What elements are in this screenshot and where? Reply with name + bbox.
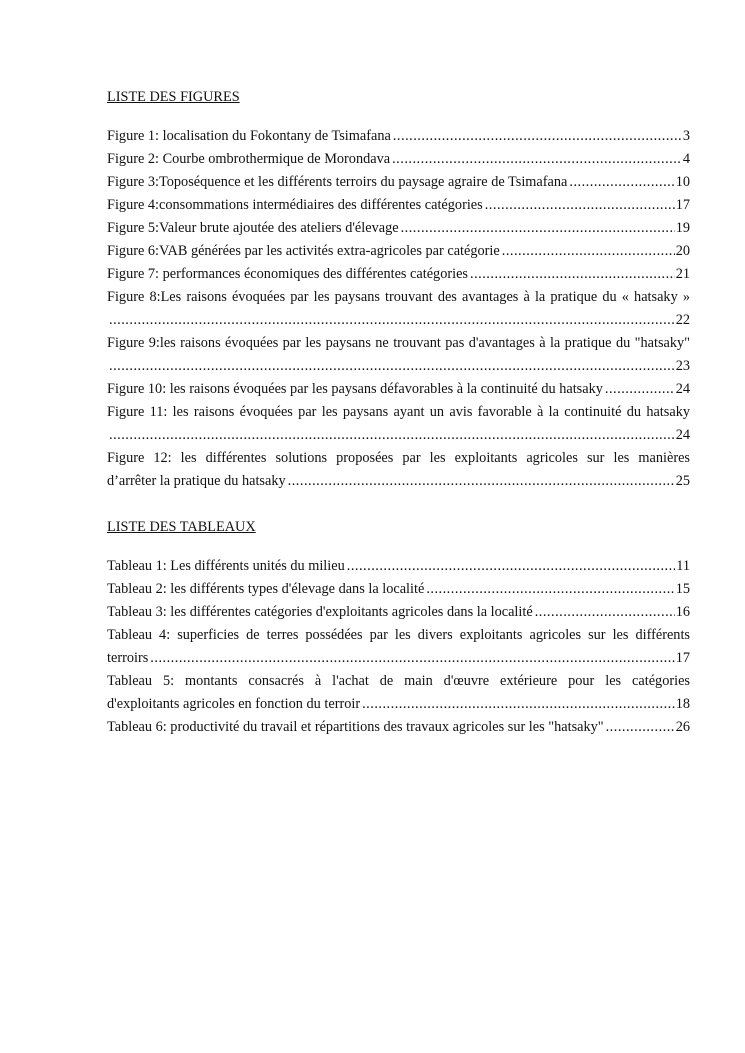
entry-title: Figure 12: les différentes solutions proposées par les exploitants agricoles sur les manières — [107, 450, 690, 466]
entry-page: 4 — [682, 151, 690, 167]
entry-page: 23 — [675, 358, 690, 374]
toc-entry[interactable] — [107, 194, 690, 217]
dot-leader — [605, 378, 675, 401]
dot-leader — [109, 424, 675, 447]
tableaux-heading: LISTE DES TABLEAUX — [107, 519, 256, 535]
entry-page: 3 — [682, 128, 690, 144]
dot-leader — [470, 263, 675, 286]
entry-page: 25 — [675, 473, 690, 489]
dot-leader — [362, 693, 675, 716]
toc-entry[interactable] — [107, 263, 690, 286]
dot-leader — [109, 355, 675, 378]
tableaux-list — [107, 555, 690, 739]
entry-page: 21 — [675, 266, 690, 282]
dot-leader — [606, 716, 675, 739]
entry-title: Tableau 4: superficies de terres possédées par les divers exploitants agricoles sur les différents — [107, 627, 690, 643]
toc-entry[interactable] — [107, 125, 690, 148]
toc-entry[interactable] — [107, 447, 690, 493]
toc-entry[interactable] — [107, 332, 690, 378]
dot-leader — [401, 217, 675, 240]
toc-entry[interactable] — [107, 401, 690, 447]
entry-title: Figure 3:Toposéquence et les différents terroirs du paysage agraire de Tsimafana — [107, 174, 568, 190]
entry-page: 22 — [675, 312, 690, 328]
dot-leader — [150, 647, 674, 670]
toc-entry[interactable] — [107, 240, 690, 263]
entry-title: Figure 6:VAB générées par les activités extra-agricoles par catégorie — [107, 243, 500, 259]
dot-leader — [535, 601, 675, 624]
entry-title: Figure 9:les raisons évoquées par les paysans ne trouvant pas d'avantages à la pratique du "hatsaky" — [107, 335, 690, 351]
entry-title-continued: d'exploitants agricoles en fonction du terroir — [107, 696, 361, 712]
toc-entry[interactable] — [107, 670, 690, 716]
dot-leader — [288, 470, 675, 493]
toc-entry[interactable] — [107, 171, 690, 194]
figures-list — [107, 125, 690, 493]
dot-leader — [569, 171, 674, 194]
entry-title: Tableau 6: productivité du travail et répartitions des travaux agricoles sur les "hatsaky" — [107, 719, 604, 735]
entry-title: Figure 2: Courbe ombrothermique de Morondava — [107, 151, 391, 167]
dot-leader — [502, 240, 675, 263]
toc-entry[interactable] — [107, 555, 690, 578]
dot-leader — [347, 555, 675, 578]
entry-title: Figure 4:consommations intermédiaires des différentes catégories — [107, 197, 483, 213]
dot-leader — [392, 148, 682, 171]
entry-page: 19 — [675, 220, 690, 236]
entry-title-continued: d’arrêter la pratique du hatsaky — [107, 473, 286, 489]
entry-page: 26 — [675, 719, 690, 735]
toc-entry[interactable] — [107, 378, 690, 401]
dot-leader — [485, 194, 675, 217]
entry-page: 17 — [675, 650, 690, 666]
dot-leader — [393, 125, 682, 148]
entry-page: 24 — [675, 381, 690, 397]
toc-entry[interactable] — [107, 716, 690, 739]
entry-title: Figure 1: localisation du Fokontany de Tsimafana — [107, 128, 391, 144]
entry-title: Tableau 5: montants consacrés à l'achat de main d'œuvre extérieure pour les catégories — [107, 673, 690, 689]
toc-entry[interactable] — [107, 601, 690, 624]
figures-heading: LISTE DES FIGURES — [107, 89, 240, 105]
dot-leader — [109, 309, 675, 332]
entry-page: 15 — [675, 581, 690, 597]
entry-title: Tableau 2: les différents types d'élevage dans la localité — [107, 581, 425, 597]
toc-entry[interactable] — [107, 148, 690, 171]
entry-title: Figure 8:Les raisons évoquées par les paysans trouvant des avantages à la pratique du « hatsaky » — [107, 289, 690, 305]
entry-title: Tableau 1: Les différents unités du milieu — [107, 558, 345, 574]
entry-page: 20 — [675, 243, 690, 259]
toc-entry[interactable] — [107, 578, 690, 601]
entry-page: 16 — [675, 604, 690, 620]
entry-title: Figure 11: les raisons évoquées par les paysans ayant un avis favorable à la continuité du hatsaky — [107, 404, 690, 420]
toc-entry[interactable] — [107, 217, 690, 240]
entry-page: 11 — [676, 558, 690, 574]
entry-title: Figure 5:Valeur brute ajoutée des ateliers d'élevage — [107, 220, 399, 236]
toc-entry[interactable] — [107, 286, 690, 332]
entry-title-continued: terroirs — [107, 650, 149, 666]
entry-title: Figure 10: les raisons évoquées par les paysans défavorables à la continuité du hatsaky — [107, 381, 603, 397]
entry-page: 10 — [675, 174, 690, 190]
toc-entry[interactable] — [107, 624, 690, 670]
dot-leader — [426, 578, 674, 601]
entry-page: 17 — [675, 197, 690, 213]
entry-page: 24 — [675, 427, 690, 443]
entry-title: Tableau 3: les différentes catégories d'exploitants agricoles dans la localité — [107, 604, 533, 620]
entry-page: 18 — [675, 696, 690, 712]
entry-title: Figure 7: performances économiques des différentes catégories — [107, 266, 468, 282]
